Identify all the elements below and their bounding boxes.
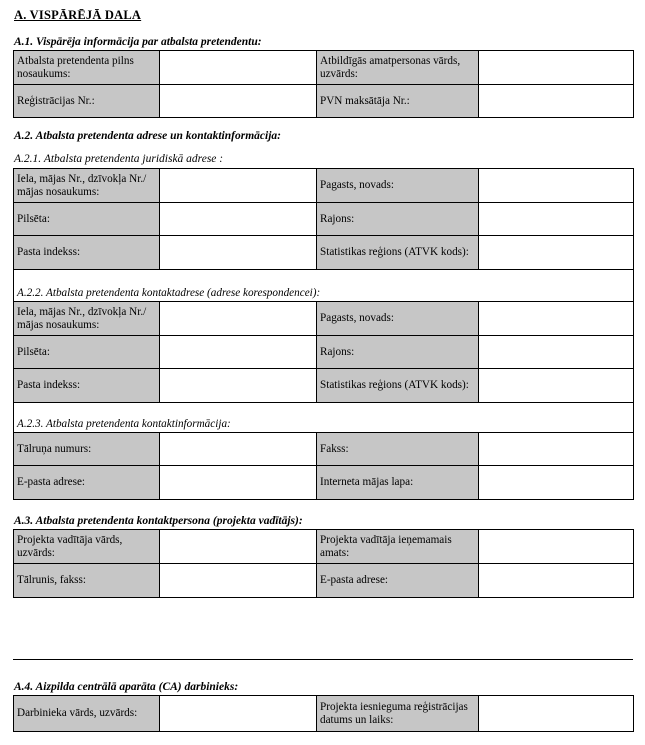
- table-row: [14, 433, 634, 466]
- table-subheading-row: [14, 270, 634, 302]
- field-label: Pagasts, novads:: [317, 302, 479, 336]
- table-row: [14, 530, 634, 564]
- field-label: Pagasts, novads:: [317, 169, 479, 203]
- project-manager-email-field[interactable]: [479, 564, 634, 598]
- section-a22-heading: A.2.2. Atbalsta pretendenta kontaktadrese (adrese korespondencei):: [14, 270, 634, 302]
- table-a1: [13, 50, 634, 118]
- field-label: Fakss:: [317, 433, 479, 466]
- table-a4: [13, 695, 634, 732]
- contact-city-field[interactable]: [160, 336, 317, 369]
- field-label: Pilsēta:: [14, 336, 160, 369]
- contact-district-field[interactable]: [479, 336, 634, 369]
- field-label: Atbildīgās amatpersonas vārds, uzvārds:: [317, 51, 479, 85]
- project-manager-name-field[interactable]: [160, 530, 317, 564]
- field-label: Pasta indekss:: [14, 236, 160, 270]
- table-row: [14, 169, 634, 203]
- section-a23-heading: A.2.3. Atbalsta pretendenta kontaktinformācija:: [14, 403, 634, 433]
- page-title: A. VISPĀRĒJĀ DALA: [14, 8, 142, 22]
- registration-number-field[interactable]: [160, 85, 317, 118]
- field-label: Pasta indekss:: [14, 369, 160, 403]
- field-label: Interneta mājas lapa:: [317, 466, 479, 500]
- field-label: Reģistrācijas Nr.:: [14, 85, 160, 118]
- contact-parish-field[interactable]: [479, 302, 634, 336]
- section-a2-heading: A.2. Atbalsta pretendenta adrese un kontaktinformācija:: [14, 130, 281, 142]
- field-label: Iela, mājas Nr., dzīvokļa Nr./ mājas nosaukums:: [14, 169, 160, 203]
- table-row: [14, 369, 634, 403]
- legal-statistics-region-field[interactable]: [479, 236, 634, 270]
- field-label: Rajons:: [317, 203, 479, 236]
- section-a3-heading: A.3. Atbalsta pretendenta kontaktpersona (projekta vadītājs):: [14, 515, 303, 527]
- vat-number-field[interactable]: [479, 85, 634, 118]
- legal-district-field[interactable]: [479, 203, 634, 236]
- responsible-official-name-field[interactable]: [479, 51, 634, 85]
- applicant-full-name-field[interactable]: [160, 51, 317, 85]
- table-row: [14, 564, 634, 598]
- legal-postcode-field[interactable]: [160, 236, 317, 270]
- project-manager-phone-field[interactable]: [160, 564, 317, 598]
- field-label: Rajons:: [317, 336, 479, 369]
- field-label: Darbinieka vārds, uzvārds:: [14, 696, 160, 732]
- phone-field[interactable]: [160, 433, 317, 466]
- divider: [13, 659, 633, 660]
- legal-city-field[interactable]: [160, 203, 317, 236]
- table-row: [14, 466, 634, 500]
- field-label: Projekta vadītāja ieņemamais amats:: [317, 530, 479, 564]
- table-row: [14, 203, 634, 236]
- legal-parish-field[interactable]: [479, 169, 634, 203]
- table-a3: [13, 529, 634, 598]
- field-label: E-pasta adrese:: [14, 466, 160, 500]
- table-row: [14, 696, 634, 732]
- section-a4-heading: A.4. Aizpilda centrālā aparāta (CA) darbinieks:: [14, 681, 239, 693]
- website-field[interactable]: [479, 466, 634, 500]
- legal-street-field[interactable]: [160, 169, 317, 203]
- contact-street-field[interactable]: [160, 302, 317, 336]
- field-label: Pilsēta:: [14, 203, 160, 236]
- table-a2: [13, 168, 634, 500]
- field-label: Atbalsta pretendenta pilns nosaukums:: [14, 51, 160, 85]
- field-label: Tālruņa numurs:: [14, 433, 160, 466]
- registration-datetime-field[interactable]: [479, 696, 634, 732]
- field-label: PVN maksātāja Nr.:: [317, 85, 479, 118]
- field-label: Tālrunis, fakss:: [14, 564, 160, 598]
- table-row: [14, 236, 634, 270]
- field-label: Projekta iesnieguma reģistrācijas datums un laiks:: [317, 696, 479, 732]
- project-manager-position-field[interactable]: [479, 530, 634, 564]
- field-label: Statistikas reģions (ATVK kods):: [317, 369, 479, 403]
- table-row: [14, 302, 634, 336]
- field-label: E-pasta adrese:: [317, 564, 479, 598]
- table-row: [14, 336, 634, 369]
- fax-field[interactable]: [479, 433, 634, 466]
- section-a1-heading: A.1. Vispārēja informācija par atbalsta pretendentu:: [14, 36, 262, 48]
- contact-statistics-region-field[interactable]: [479, 369, 634, 403]
- field-label: Statistikas reģions (ATVK kods):: [317, 236, 479, 270]
- table-row: [14, 51, 634, 85]
- table-subheading-row: [14, 403, 634, 433]
- contact-postcode-field[interactable]: [160, 369, 317, 403]
- table-row: [14, 85, 634, 118]
- email-field[interactable]: [160, 466, 317, 500]
- field-label: Iela, mājas Nr., dzīvokļa Nr./ mājas nosaukums:: [14, 302, 160, 336]
- section-a21-heading: A.2.1. Atbalsta pretendenta juridiskā adrese :: [14, 153, 224, 165]
- field-label: Projekta vadītāja vārds, uzvārds:: [14, 530, 160, 564]
- employee-name-field[interactable]: [160, 696, 317, 732]
